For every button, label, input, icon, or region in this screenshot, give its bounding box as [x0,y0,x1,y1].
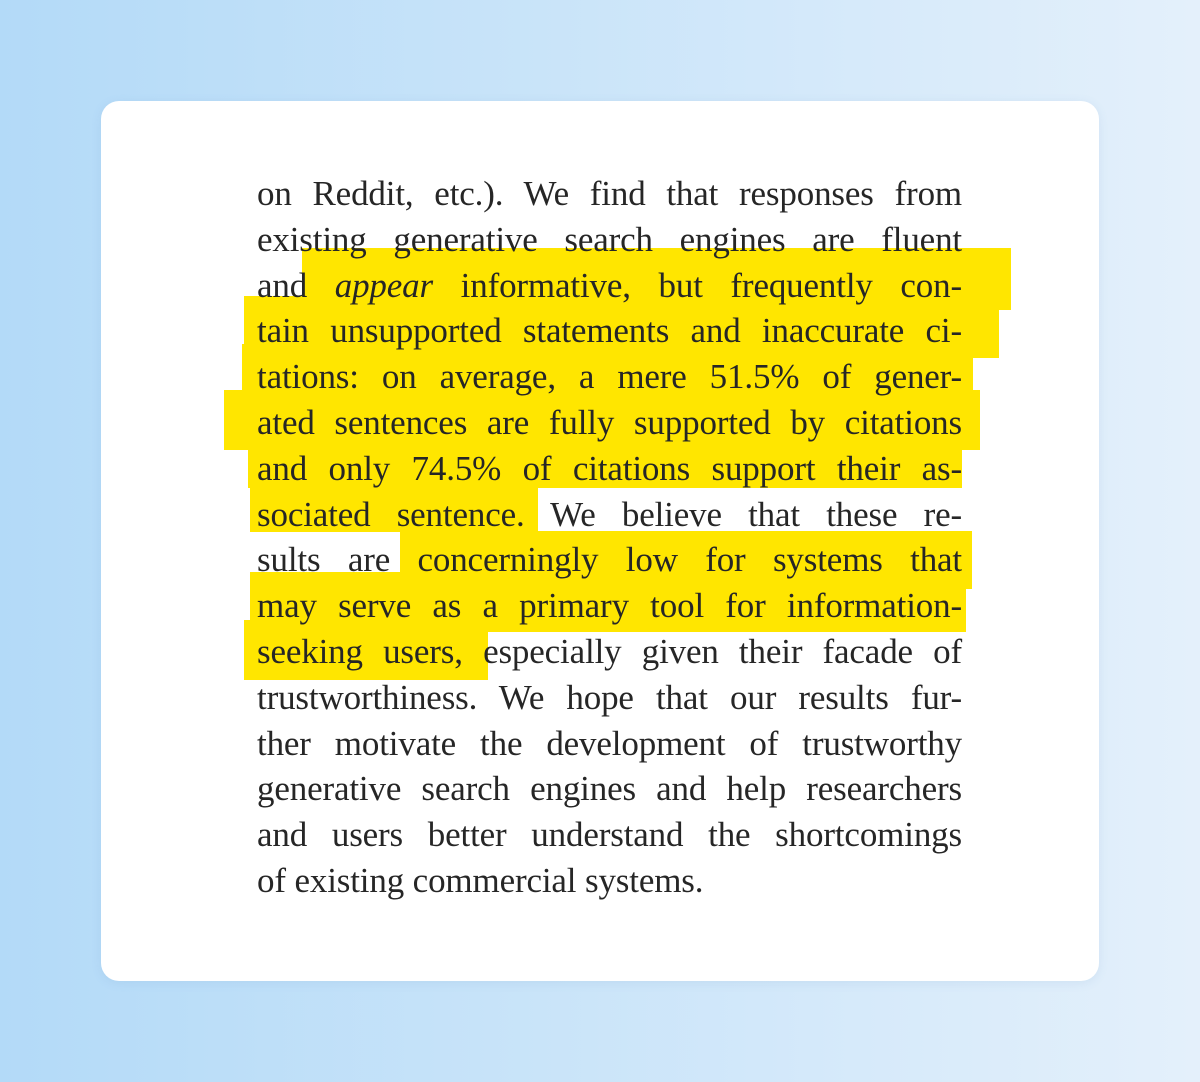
paragraph-line: sociated sentence. We believe that these re- [257,494,962,534]
paragraph-line: of existing commercial systems. [257,860,704,900]
paragraph-line: seeking users, especially given their facade of [257,631,962,671]
line-text: informative, but frequently con- [433,265,962,305]
paragraph-line: generative search engines and help researchers [257,769,962,809]
paragraph-line: and only 74.5% of citations support their as- [257,448,962,488]
paragraph-line: trustworthiness. We hope that our results fur- [257,677,962,717]
paragraph-line: ther motivate the development of trustworthy [257,723,962,763]
paragraph-line [257,263,962,309]
paragraph-line: and users better understand the shortcomings [257,815,962,855]
emphasis-text: appear [334,265,433,305]
line-text: and [257,265,335,305]
paragraph-line: tain unsupported statements and inaccurate ci- [257,311,962,351]
paragraph-line: tations: on average, a mere 51.5% of gener- [257,357,962,397]
paragraph-line: on Reddit, etc.). We find that responses from [257,174,962,213]
paragraph-line: existing generative search engines are fluent [257,219,962,259]
paragraph-line: may serve as a primary tool for information- [257,586,962,626]
paragraph-line: ated sentences are fully supported by citations [257,402,962,442]
paragraph-line: sults are concerningly low for systems that [257,540,962,580]
paper-paragraph [257,171,962,904]
